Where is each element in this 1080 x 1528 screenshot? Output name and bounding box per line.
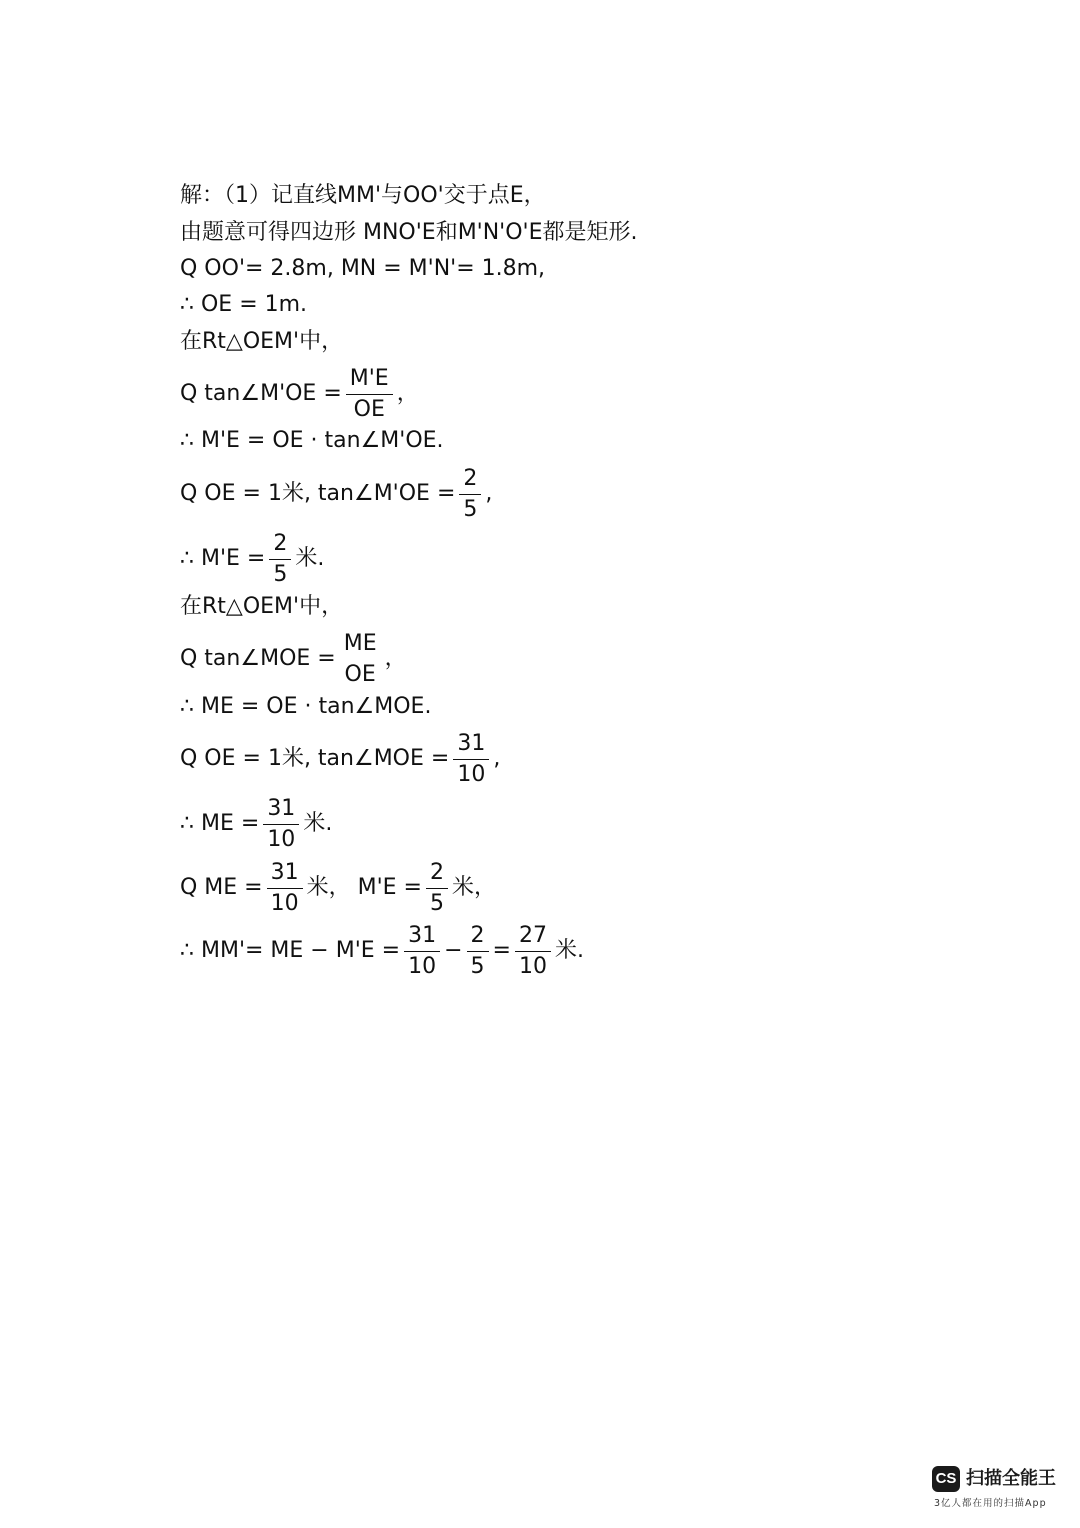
fraction: $\frac{M'E}{OE}$ [346,366,393,423]
solution-line-4: ∴ OE = 1m. [180,292,308,317]
solution-line-15: Q ME = $\frac{31}{10}$ 米， M'E = $\frac{2}{5}$ 米， [180,859,496,916]
solution-line-2: 由题意可得四边形 MNO'E和M'N'O'E都是矩形. [180,220,638,245]
solution-line-8: Q OE = 1米, tan∠M'OE = $\frac{2}{5}$ , [180,465,493,522]
fraction: ME OE [343,630,377,687]
watermark-tagline: 3亿人都在用的扫描App [934,1498,1047,1509]
fraction: $\frac{27}{10}$ [515,923,551,980]
solution-line-14: ∴ ME = $\frac{31}{10}$ 米. [180,795,333,852]
fraction: $\frac{31}{10}$ [263,796,299,853]
solution-line-12: ∴ ME = OE · tan∠MOE. [180,694,432,719]
fraction: $\frac{2}{5}$ [467,923,489,980]
fraction: $\frac{31}{10}$ [453,731,489,788]
solution-line-13: Q OE = 1米, tan∠MOE = $\frac{31}{10}$ , [180,730,501,787]
solution-line-7: ∴ M'E = OE · tan∠M'OE. [180,428,444,453]
fraction: $\frac{31}{10}$ [267,860,303,917]
fraction: $\frac{31}{10}$ [404,923,440,980]
solution-line-6: Q tan∠M'OE = $\frac{M'E}{OE}$ ， [180,365,419,422]
solution-line-1: 解：（1）记直线MM'与OO'交于点E， [180,183,546,208]
solution-line-11: Q tan∠MOE = ME OE ， [180,630,407,687]
solution-line-16: ∴ MM'= ME − M'E = $\frac{31}{10}$ − $\frac{2}{5}$ = $\frac{27}{10}$ 米. [180,922,584,979]
camscanner-watermark [932,1466,1060,1516]
solution-line-5: 在Rt△OEM'中， [180,329,344,354]
fraction: $\frac{2}{5}$ [269,531,291,588]
fraction: $\frac{2}{5}$ [426,860,448,917]
fraction: $\frac{2}{5}$ [459,466,481,523]
solution-line-9: ∴ M'E = $\frac{2}{5}$ 米. [180,530,325,587]
solution-line-3: Q OO'= 2.8m, MN = M'N'= 1.8m, [180,256,546,281]
watermark-app-name: 扫描全能王 [966,1468,1056,1489]
solution-line-10: 在Rt△OEM'中， [180,594,344,619]
camscanner-logo-icon: CS [932,1466,960,1492]
